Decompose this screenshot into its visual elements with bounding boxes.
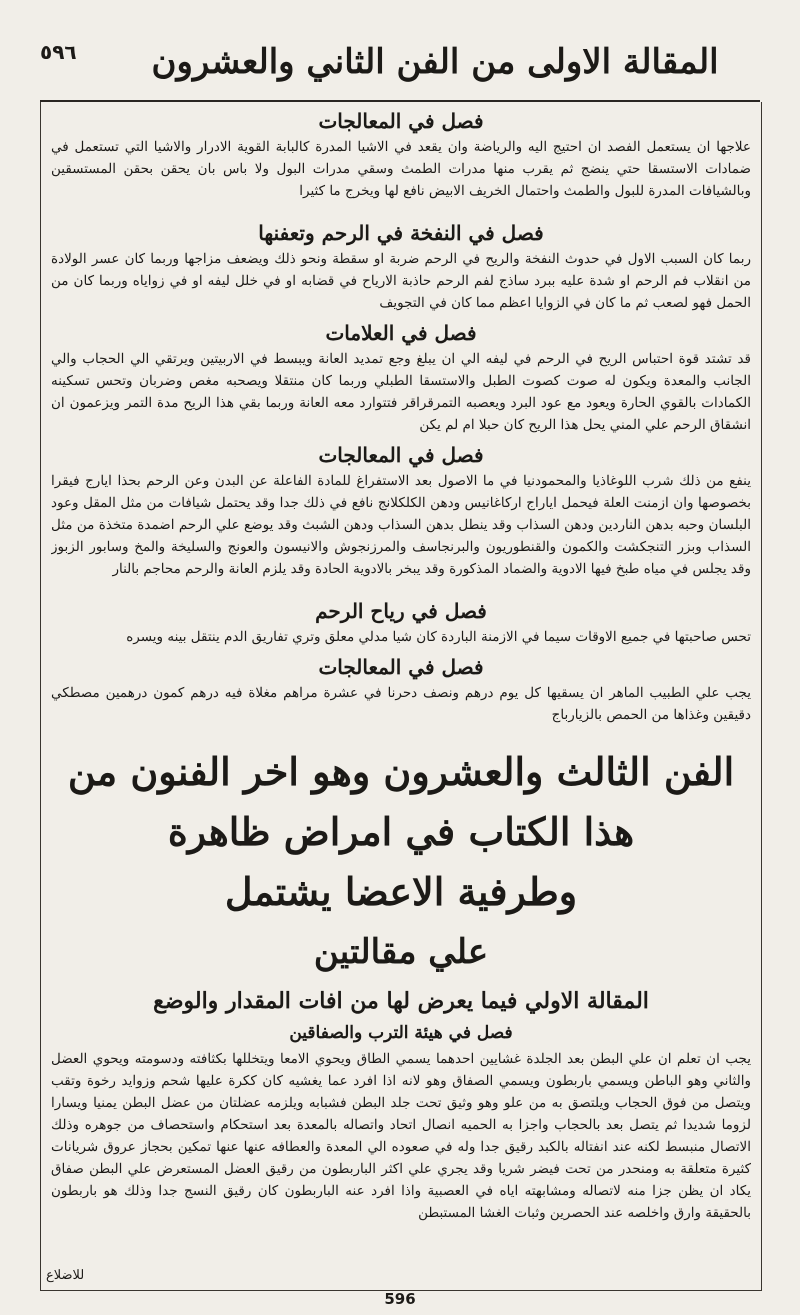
section-text: تحس صاحبتها في جميع الاوقات سيما في الازمنة الباردة كان شيا مدلي معلق وتري تفاريق الدم ينتقل بينه ويسره	[126, 629, 751, 645]
section-text: قد تشتد قوة احتباس الريح في الرحم في ليفه الي ان يبلغ وجع تمديد العانة ويبسط في الاربيتين ويرتقي الي الحجاب والي الجانب والمعدة ويكون له صوت كصوت الطبل والاستسقا الطبلي وربما كان منتقلا ويصحبه مغص وضربان وتحس تسكينه الكمادات بالقوي الحارة ويعود مع عود البرد ويعصبه التمرقراقر فتتوارد معه العانة وربما بقي هذا الريح مدة التمر ويزعمون ان انشقاق الرحم علي المني يحل هذا الريح كان حبلا ام لم يكن	[51, 351, 751, 433]
section-text: يجب علي الطبيب الماهر ان يسقيها كل يوم درهم ونصف دحرنا في عشرة مراهم مغلاة فيه درهم كمون درهمين مصطكي دقيقين وغذاها من الحمص بالزيارباج	[51, 685, 751, 723]
part-title-line: علي مقالتين	[313, 932, 489, 972]
section	[51, 106, 751, 218]
section-heading: فصل في هيئة الترب والصفاقين	[289, 1023, 513, 1043]
section-heading: فصل في رياح الرحم	[315, 599, 487, 623]
section	[51, 440, 751, 596]
text-body	[51, 102, 751, 1246]
part-title-line: الفن الثالث والعشرون وهو اخر الفنون من	[67, 749, 735, 794]
section-heading: فصل في المعالجات	[318, 109, 484, 133]
section	[51, 596, 751, 652]
part-title-line: هذا الكتاب في امراض ظاهرة	[167, 809, 635, 854]
section	[51, 218, 751, 318]
text-frame	[40, 102, 762, 1291]
part-title-line: وطرفية الاعضا يشتمل	[224, 869, 578, 914]
article-heading: المقالة الاولي فيما يعرض لها من افات المقدار والوضع	[153, 988, 649, 1014]
section-text: ربما كان السبب الاول في حدوث النفخة والريح في الرحم ضربة او سقطة ونحو ذلك ويضعف مزاجها وربما كان عسر الولادة من انقلاب فم الرحم او شدة عليه ببرد ساذج لفم الرحم حاذبة الارياح في قضابه او في خلل ليفه او في زواياه وربما كان من الحمل فهو لصعب ثم ما كان في الزوايا اعظم مما كان في التجويف	[51, 251, 751, 311]
section-text: ينفع من ذلك شرب اللوغاذيا والمحمودنيا في ما الاصول بعد الاستفراغ للمادة الفاعلة عن البدن وعن الرحم بحذا ايارج فيقرا بخصوصها وان ازمنت العلة فيحمل اياراج اركاغانيس ودهن الكلكلانج نافع في ذلك جدا وقد يحتمل شيافات من مثل المقل وعود البلسان وحبه بدهن الناردين ودهن السذاب وقد ينطل بدهن السذاب ودهن الشبث وقد يوضع علي الرحم اضمدة متخذة من مثل السذاب وبزر التنجكشت والكمون والقنطوريون والبرنجاسف والمرزنجوش والانيسون والعونج والسليخة والمخ وسابور الزبوز وقد يجلس في مياه طبخ فيها الادوية والضماد المذكورة وقد يبخر بالادوية الحادة وقد يلزم العانة والرحم محاجم بالنار	[51, 473, 751, 577]
page-header	[40, 30, 760, 102]
header-page-number: ٥٩٦	[40, 40, 77, 64]
section	[51, 652, 751, 734]
part-title-block	[51, 734, 751, 974]
footer-page-number: 596	[384, 1290, 416, 1308]
running-title: المقالة الاولى من الفن الثاني والعشرون	[151, 42, 719, 82]
section	[51, 318, 751, 440]
first-article	[51, 984, 751, 1246]
section-heading: فصل في المعالجات	[318, 655, 484, 679]
section-heading: فصل في المعالجات	[318, 443, 484, 467]
section-heading: فصل في العلامات	[325, 321, 477, 345]
catchword: للاضلاع	[46, 1268, 85, 1283]
section-text: علاجها ان يستعمل الفصد ان احتيج اليه والرياضة وان يقعد في الاشيا المدرة كالبابة القوية الادرار والاشيا التي تستعمل في ضمادات الاستسقا حتي ينضج ثم يقرب منها مدرات الطمث وسقي مدرات البول ولا باس بان يحقن بحقن المستسقين وبالشيافات المدرة للبول والطمث واحتمال الخريف الابيض نافع لها ويخرج ما كثيرا	[51, 139, 751, 199]
section-heading: فصل في النفخة في الرحم وتعفنها	[258, 221, 544, 245]
section-text: يجب ان تعلم ان علي البطن بعد الجلدة غشايين احدهما يسمي الطاق ويحوي الامعا ويتخللها بكثافته ودسومته ويحوي العضل والثاني وهو الباطن ويسمي باربطون ويسمي الصفاق وهو لانه اذا افرد عما يغشيه كان ككرة عليها شحم وزوايد رخوة وتقب ويتصل من فوق الحجاب ويلتصق به من علو وهو وثيق تحت جلد البطن فشبابه ويلزمه عضلتان من عضل البطن يمنيا ويسارا لزوما شديدا ثم يتصل بعد بالحجاب واجزا به الحميه انصال اتحاد واتصاله بالمعدة بعد استحكام واستحصاف من جوهره وذلك الاتصال منبسط لكنه عند انفتاله بالكبد رقيق جدا وله في صعوده الي المعدة والعطافه عنها عنها تمكين بحجاز عروق شريانات كثيرة متعلقة به ومنحدر من تحت فيضر شريا وقد يجري علي اكثر الباربطون من رقيق العضل المستعرض علي البطن صفاق يكاد ان يظن جزا منه لاتصاله ومشابهته اياه في العصبية واذا افرد عنه الباربطون كان رقيق النسج جدا وذلك هو باربطون بالحقيقة وارق واخلصه عند الحصرين وثبات الغشا المستبطن	[51, 1051, 751, 1221]
